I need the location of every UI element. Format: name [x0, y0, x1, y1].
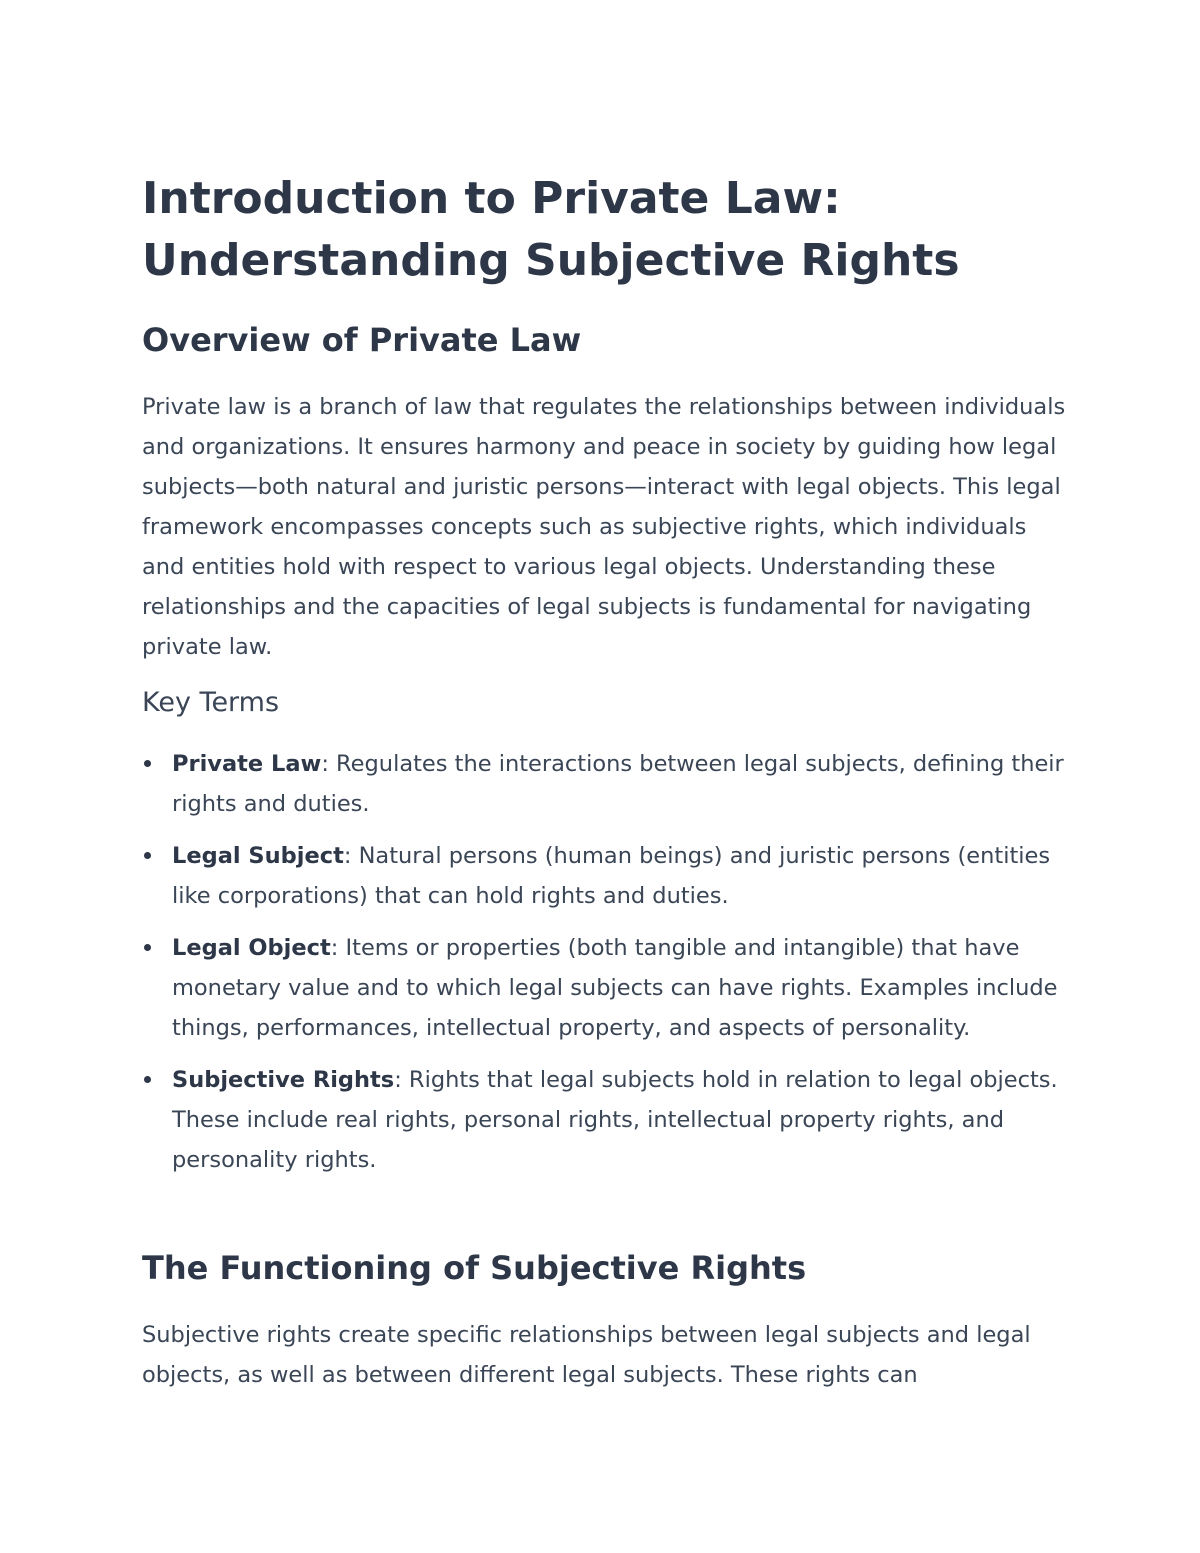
list-item	[142, 836, 1072, 916]
key-terms-list	[142, 744, 1072, 1192]
functioning-paragraph: Subjective rights create specific relationships between legal subjects and legal objects, as well as between different legal subjects. These rights can	[142, 1322, 1031, 1388]
key-term-definition: Natural persons (human beings) and juristic persons (entities like corporations) that can hold rights and duties.	[172, 843, 1051, 909]
key-term: Legal Object	[172, 935, 331, 961]
term-colon: :	[394, 1067, 402, 1093]
section-heading-functioning: The Functioning of Subjective Rights	[142, 1249, 807, 1287]
bullet-icon	[144, 1076, 151, 1083]
term-colon: :	[330, 935, 339, 961]
list-item	[142, 928, 1072, 1048]
page-title: Introduction to Private Law: Understanding Subjective Rights	[142, 173, 960, 286]
overview-paragraph: Private law is a branch of law that regulates the relationships between individuals and organizations. It ensures harmony and peace in society by guiding how legal subjects—both natural and juristic persons—interact with legal objects. This legal framework encompasses concepts such as subjective rights, which individuals and entities hold with respect to various legal objects. Understanding these relationships and the capacities of legal subjects is fundamental for navigating private law.	[142, 394, 1066, 660]
key-term: Legal Subject	[172, 843, 344, 869]
bullet-icon	[144, 944, 151, 951]
list-item	[142, 744, 1072, 824]
term-colon: :	[321, 751, 329, 777]
key-term-definition: Regulates the interactions between legal subjects, defining their rights and duties.	[172, 751, 1064, 817]
list-item	[142, 1060, 1072, 1180]
bullet-icon	[144, 760, 151, 767]
bullet-icon	[144, 852, 151, 859]
key-term: Private Law	[172, 751, 322, 777]
key-term: Subjective Rights	[172, 1067, 395, 1093]
section-heading-overview: Overview of Private Law	[142, 321, 582, 359]
key-term-definition: Items or properties (both tangible and intangible) that have monetary value and to which legal subjects can have rights. Examples include things, performances, intellectual property, and aspects of personality.	[172, 935, 1058, 1041]
term-colon: :	[343, 843, 352, 869]
key-terms-heading: Key Terms	[142, 687, 280, 718]
key-term-definition: Rights that legal subjects hold in relation to legal objects. These include real rights, personal rights, intellectual property rights, and personality rights.	[172, 1067, 1058, 1173]
